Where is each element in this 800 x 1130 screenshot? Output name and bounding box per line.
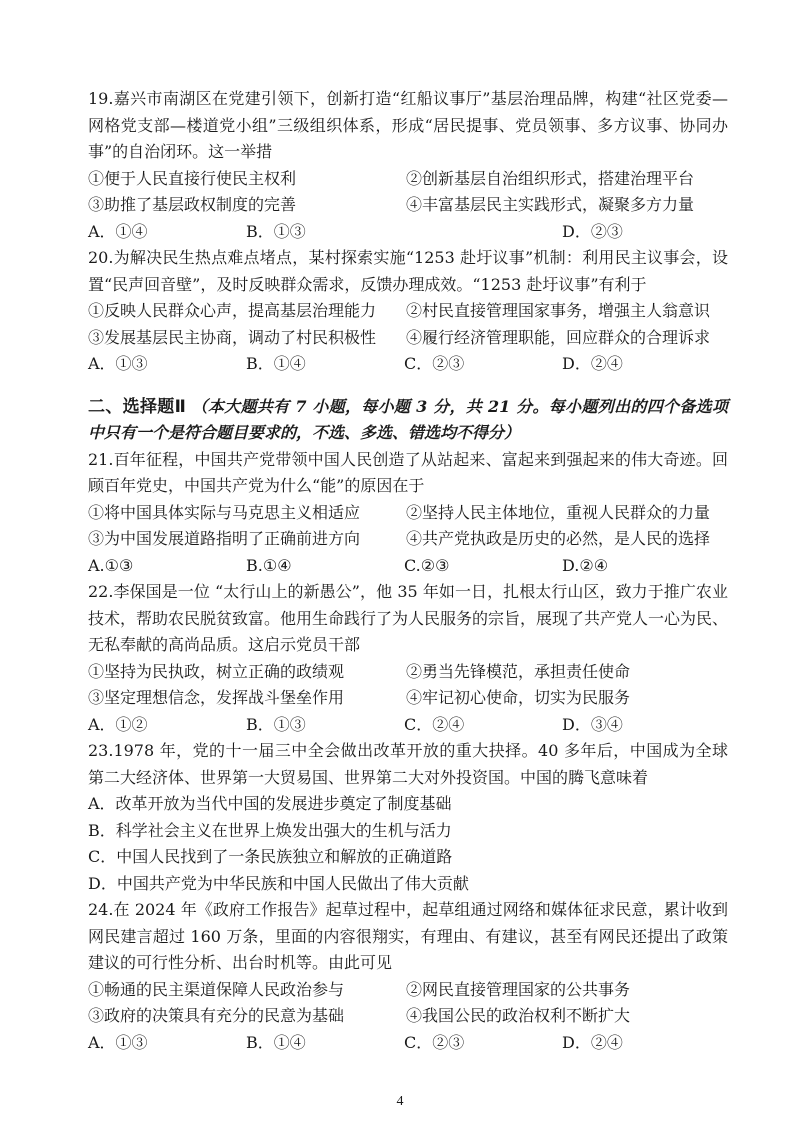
choice-b: B．①④ <box>246 1032 306 1052</box>
answer-options <box>88 298 728 351</box>
choice-a: A．①③ <box>88 1032 148 1052</box>
choice-a: A.①③ <box>88 555 134 575</box>
choice-b: B．①③ <box>246 221 306 241</box>
choice-b: B．①③ <box>246 714 306 734</box>
option-4: ④丰富基层民主实践形式，凝聚多方力量 <box>406 195 695 214</box>
answer-options <box>88 166 728 219</box>
question-stem: 20.为解决民生热点难点堵点，某村探索实施“1253 赴圩议事”机制：利用民主议事会，设置“民声回音壁”，及时反映群众需求，反馈办理成效。“1253 赴圩议事”有利于 <box>88 248 728 294</box>
choice-d: D．②③ <box>562 221 623 241</box>
option-3: ③坚定理想信念，发挥战斗堡垒作用 <box>88 688 345 707</box>
choice-letters <box>88 351 728 378</box>
question-stem: 24.在 2024 年《政府工作报告》起草过程中，起草组通过网络和媒体征求民意，累计收到网民建言超过 160 万条，里面的内容很翔实，有理由、有建议，甚至有网民还提出了政策建议的可行性分析、出台时机等。由此可见 <box>88 900 728 972</box>
option-c: C．中国人民找到了一条民族独立和解放的正确道路 <box>88 847 453 866</box>
question-23 <box>88 738 728 897</box>
page-number: 4 <box>396 1094 404 1109</box>
option-2: ②勇当先锋模范，承担责任使命 <box>406 661 631 681</box>
choice-b: B.①④ <box>246 555 292 575</box>
choice-a: A．①④ <box>88 221 148 241</box>
exam-content <box>88 86 728 1056</box>
choice-letters <box>88 712 728 739</box>
section-instructions: （本大题共有 7 小题，每小题 3 分，共 21 分。每小题列出的四个备选项中只有一个是符合题目要求的，不选、多选、错选均不得分） <box>88 396 728 442</box>
choice-c: C.②③ <box>404 555 450 575</box>
section-heading: 二、选择题Ⅱ <box>88 396 187 417</box>
option-a: A．改革开放为当代中国的发展进步奠定了制度基础 <box>88 794 452 813</box>
choice-c: C．②④ <box>404 714 465 734</box>
option-3: ③为中国发展道路指明了正确前进方向 <box>88 529 361 548</box>
option-b: B．科学社会主义在世界上焕发出强大的生机与活力 <box>88 820 452 840</box>
choice-d: D．②④ <box>562 354 623 373</box>
option-1: ①坚持为民执政，树立正确的政绩观 <box>88 661 345 681</box>
option-3: ③发展基层民主协商，调动了村民积极性 <box>88 327 377 347</box>
option-4: ④共产党执政是历史的必然，是人民的选择 <box>406 529 711 548</box>
option-1: ①畅通的民主渠道保障人民政治参与 <box>88 979 345 999</box>
choice-letters <box>88 1030 728 1057</box>
choice-b: B．①④ <box>246 354 306 373</box>
question-20 <box>88 245 728 378</box>
choice-letters <box>88 553 728 580</box>
question-stem: 23.1978 年，党的十一届三中全会做出改革开放的重大抉择。40 多年后，中国成为全球第二大经济体、世界第一大贸易国、世界第二大对外投资国。中国的腾飞意味着 <box>88 741 728 787</box>
option-4: ④牢记初心使命，切实为民服务 <box>406 688 631 707</box>
choice-d: D.②④ <box>562 555 609 575</box>
option-d: D．中国共产党为中华民族和中国人民做出了伟大贡献 <box>88 873 469 893</box>
option-4: ④履行经济管理职能，回应群众的合理诉求 <box>406 327 711 347</box>
choice-c <box>404 219 562 246</box>
answer-options <box>88 791 728 897</box>
option-4: ④我国公民的政治权利不断扩大 <box>406 1006 631 1025</box>
option-1: ①反映人民群众心声，提高基层治理能力 <box>88 301 377 320</box>
choice-letters <box>88 219 728 246</box>
question-19 <box>88 86 728 245</box>
option-3: ③政府的决策具有充分的民意为基础 <box>88 1006 345 1025</box>
choice-d: D．③④ <box>562 714 623 734</box>
question-stem: 21.百年征程，中国共产党带领中国人民创造了从站起来、富起来到强起来的伟大奇迹。回顾百年党史，中国共产党为什么“能”的原因在于 <box>88 449 728 495</box>
option-2: ②坚持人民主体地位，重视人民群众的力量 <box>406 502 711 522</box>
option-1: ①便于人民直接行使民主权利 <box>88 168 297 188</box>
question-stem: 19.嘉兴市南湖区在党建引领下，创新打造“红船议事厅”基层治理品牌，构建“社区党委—网格党支部—楼道党小组”三级组织体系，形成“居民提事、党员领事、多方议事、协同办事”的自治闭环。这一举措 <box>88 89 728 161</box>
option-2: ②网民直接管理国家的公共事务 <box>406 979 631 999</box>
question-22 <box>88 579 728 738</box>
question-21 <box>88 447 728 580</box>
option-2: ②创新基层自治组织形式，搭建治理平台 <box>406 168 695 188</box>
answer-options <box>88 977 728 1030</box>
option-1: ①将中国具体实际与马克思主义相适应 <box>88 502 361 522</box>
choice-a: A．①② <box>88 714 148 734</box>
choice-a: A．①③ <box>88 354 148 373</box>
answer-options <box>88 500 728 553</box>
question-stem: 22.李保国是一位 “太行山上的新愚公”，他 35 年如一日，扎根太行山区，致力于推广农业技术，帮助农民脱贫致富。他用生命践行了为人民服务的宗旨，展现了共产党人一心为民、无私奉献的高尚品质。这启示党员干部 <box>88 582 729 654</box>
section-header <box>88 394 728 447</box>
choice-d: D．②④ <box>562 1032 623 1052</box>
option-3: ③助推了基层政权制度的完善 <box>88 195 297 214</box>
question-24 <box>88 897 728 1056</box>
option-2: ②村民直接管理国家事务，增强主人翁意识 <box>406 301 711 320</box>
choice-c: C．②③ <box>404 1032 465 1052</box>
answer-options <box>88 659 728 712</box>
choice-c: C．②③ <box>404 354 465 373</box>
